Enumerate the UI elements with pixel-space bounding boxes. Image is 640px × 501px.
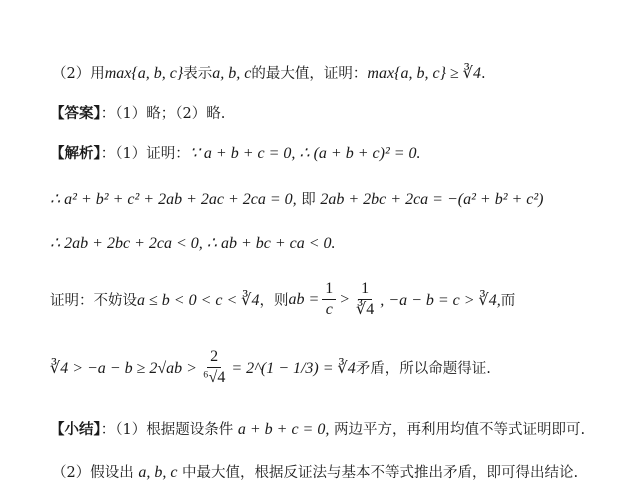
math-expr: , −a − b = c > ∛4, [380,291,501,309]
analysis-label: 【解析】 [50,145,101,162]
text-line-5 [50,233,336,253]
math-expr: ab = [288,290,320,308]
math-expr: a, b, c [212,65,252,82]
math-expr: ∛4 > −a − b ≥ 2√ab > [50,359,197,377]
summary-label: 【小结】 [50,421,101,438]
math-expr: a + b + c = 0, [237,421,330,438]
text-line-6: 证明：不妨设 a ≤ b < 0 < c < ∛4 ，则 ab = $\frac{1}{c}$ > $\frac{1}{∛4}$ , −a − b = c > ∛4, 而 [50,279,515,321]
text-line-8: 【小结】：（1）根据题设条件 a + b + c = 0, 两边平方，再利用均值不等式证明即可. [50,421,586,438]
math-expr: max{a, b, c} [104,65,184,82]
fraction: $\frac{2}{\text{⁶√4}}$ [202,348,226,386]
math-expr: ∴ a² + b² + c² + 2ab + 2ac + 2ca = 0, [50,191,297,208]
fraction: $\frac{1}{c}$ [322,279,336,321]
fraction: $\frac{1}{∛4}$ [356,280,375,318]
math-expr: 2ab + 2bc + 2ca = −(a² + b² + c²) [320,191,544,208]
math-expr: > [339,290,351,308]
text-line-4: ∴ a² + b² + c² + 2ab + 2ac + 2ca = 0, 即 2ab + 2bc + 2ca = −(a² + b² + c²) [50,191,544,208]
text-line-7: ∛4 > −a − b ≥ 2√ab > $\frac{2}{\text{⁶√4}}$ = 2^(1 − 1/3) = ∛4 矛盾，所以命题得证. [50,347,491,389]
math-expr: a, b, c [138,464,178,481]
answer-label: 【答案】 [50,105,101,122]
text-line-1: （2）用max{a, b, c}表示a, b, c的最大值，证明：max{a, b, c} ≥ ∛4. [52,65,486,82]
text-line-3: 【解析】：（1）证明：∵ a + b + c = 0, ∴ (a + b + c)² = 0. [50,145,421,162]
math-expr: max{a, b, c} ≥ ∛4 [367,65,481,82]
math-expr: ∵ a + b + c = 0, ∴ (a + b + c)² = 0. [189,145,421,162]
text-line-2: 【答案】：（1）略；（2）略. [50,105,226,122]
text-line-9: （2）假设出 a, b, c 中最大值，根据反证法与基本不等式推出矛盾，即可得出结论. [52,464,579,481]
math-expr: = 2^(1 − 1/3) = ∛4 [231,359,356,377]
math-expr: ∴ 2ab + 2bc + 2ca < 0, ∴ ab + bc + ca < 0. [50,235,336,252]
math-expr: a ≤ b < 0 < c < ∛4 [137,291,260,309]
